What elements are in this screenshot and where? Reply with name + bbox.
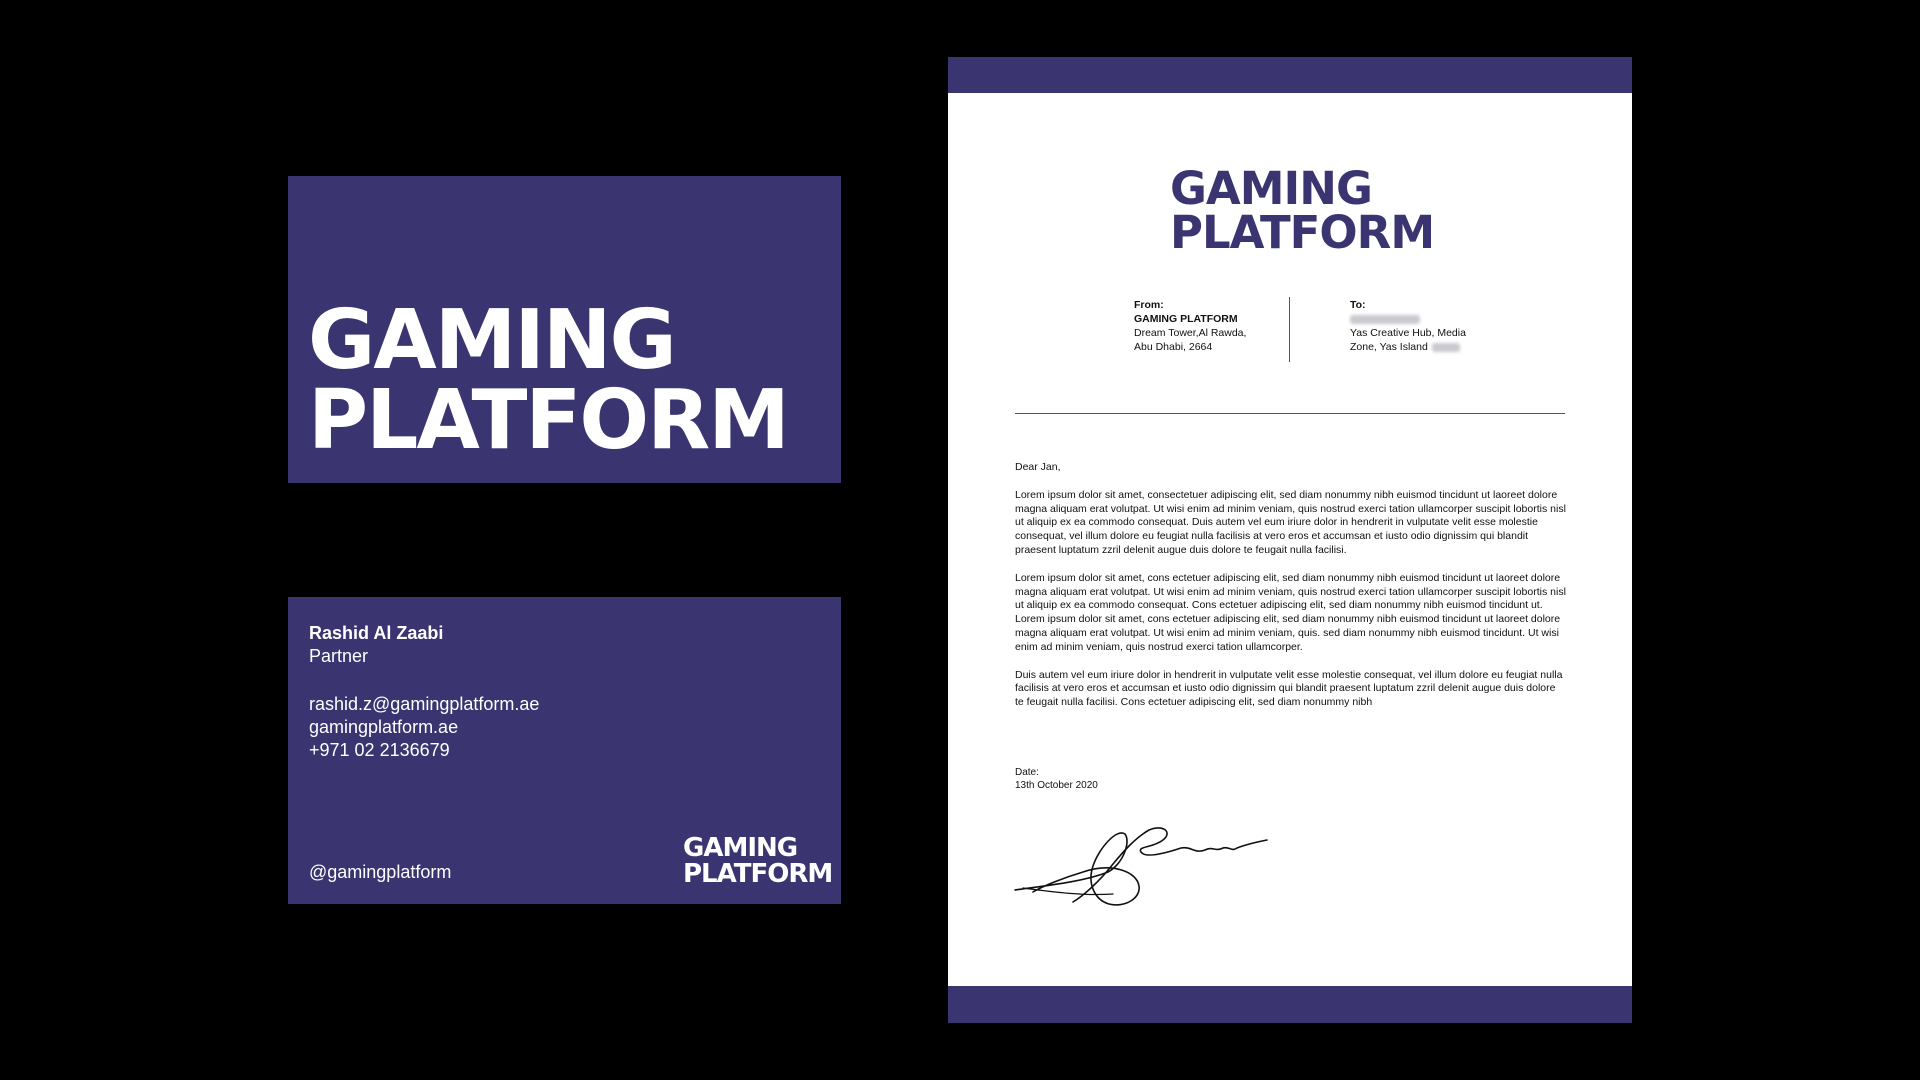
logo-line-2: PLATFORM bbox=[1170, 206, 1435, 259]
logo-line-2: PLATFORM bbox=[683, 859, 833, 889]
contact-website: gamingplatform.ae bbox=[309, 717, 459, 737]
brand-logo-large bbox=[308, 293, 788, 468]
contact-details bbox=[309, 693, 539, 762]
paragraph-1: Lorem ipsum dolor sit amet, consectetuer adipiscing elit, sed diam nonummy nibh euismod tincidunt ut laoreet dolore magna aliquam erat volutpat. Ut wisi enim ad minim veniam, quis nostrud exerci tation ullamcorper suscipit lobortis nisl ut aliquip ex ea commodo consequat. Duis autem vel eum iriure dolor in hendrerit in vulputate velit esse molestie consequat, vel illum dolore eu feugiat nulla facilisis at vero eros et accumsan et iusto odio dignissim qui blandit praesent luptatum zzril delenit augue duis dolore te feugait nulla facilisi. bbox=[1015, 488, 1566, 556]
to-line-1: Yas Creative Hub, Media bbox=[1350, 327, 1466, 339]
from-line-1: Dream Tower,Al Rawda, bbox=[1134, 327, 1247, 339]
header-rule bbox=[1015, 413, 1565, 414]
contact-name: Rashid Al Zaabi bbox=[309, 623, 444, 643]
from-line-2: Abu Dhabi, 2664 bbox=[1134, 341, 1213, 353]
business-card-back bbox=[288, 597, 841, 904]
brand-logo-small bbox=[683, 835, 832, 887]
letter-body bbox=[1015, 461, 1567, 724]
contact-email: rashid.z@gamingplatform.ae bbox=[309, 694, 540, 714]
to-address bbox=[1350, 298, 1466, 354]
contact-title: Partner bbox=[309, 646, 369, 666]
date-label: Date: bbox=[1015, 767, 1039, 778]
business-card-front bbox=[288, 176, 841, 483]
greeting: Dear Jan, bbox=[1015, 461, 1061, 473]
from-address bbox=[1134, 298, 1246, 354]
paragraph-3: Duis autem vel eum iriure dolor in hendrerit in vulputate velit esse molestie consequat, vel illum dolore eu feugiat nulla facilisis at vero eros et accumsan et iusto odio dignissim qui blandit praesent luptatum zzril delenit augue duis dolore te feugait nulla facilisi. Cons ectetuer adipiscing elit, sed diam nonummy nibh bbox=[1015, 668, 1563, 709]
contact-phone: +971 02 2136679 bbox=[309, 740, 450, 760]
to-line-2: Zone, Yas Island bbox=[1350, 341, 1428, 353]
to-label: To: bbox=[1350, 299, 1366, 311]
paragraph-2: Lorem ipsum dolor sit amet, cons ectetuer adipiscing elit, sed diam nonummy nibh euismod tincidunt ut laoreet dolore magna aliquam erat volutpat. Ut wisi enim ad minim veniam, quis nostrud exerci tation ullamcorper suscipit lobortis nisl ut aliquip ex ea commodo consequat. Cons ectetuer adipiscing elit, sed diam nonummy nibh euismod tincidunt ut. Lorem ipsum dolor sit amet, cons ectetuer adipiscing elit, sed diam nonummy nibh euismod tincidunt ut laoreet dolore magna aliquam erat volutpat. Ut wisi enim ad minim veniam, quis. sed diam nonummy nibh euismod tincidunt. Ut wisi enim ad minim veniam, quis nostrud exerci tation ullamcorper. bbox=[1015, 571, 1566, 653]
from-label: From: bbox=[1134, 299, 1164, 311]
footer-bar bbox=[948, 986, 1632, 1023]
from-name: GAMING PLATFORM bbox=[1134, 313, 1238, 325]
letterhead-page bbox=[948, 57, 1632, 1023]
logo-line-1: GAMING bbox=[683, 833, 798, 863]
logo-line-1: GAMING bbox=[308, 293, 675, 388]
address-divider bbox=[1289, 297, 1290, 362]
logo-line-1: GAMING bbox=[1170, 162, 1372, 215]
logo-line-2: PLATFORM bbox=[308, 373, 788, 468]
to-line-2-wrap bbox=[1350, 340, 1466, 354]
header-bar bbox=[948, 57, 1632, 93]
letterhead-logo bbox=[1170, 162, 1435, 259]
date-value: 13th October 2020 bbox=[1015, 779, 1098, 791]
redacted-block bbox=[1432, 343, 1460, 352]
date-block bbox=[1015, 767, 1098, 792]
to-recipient-redacted bbox=[1350, 312, 1466, 326]
social-handle: @gamingplatform bbox=[309, 862, 452, 882]
signature bbox=[1013, 802, 1273, 917]
